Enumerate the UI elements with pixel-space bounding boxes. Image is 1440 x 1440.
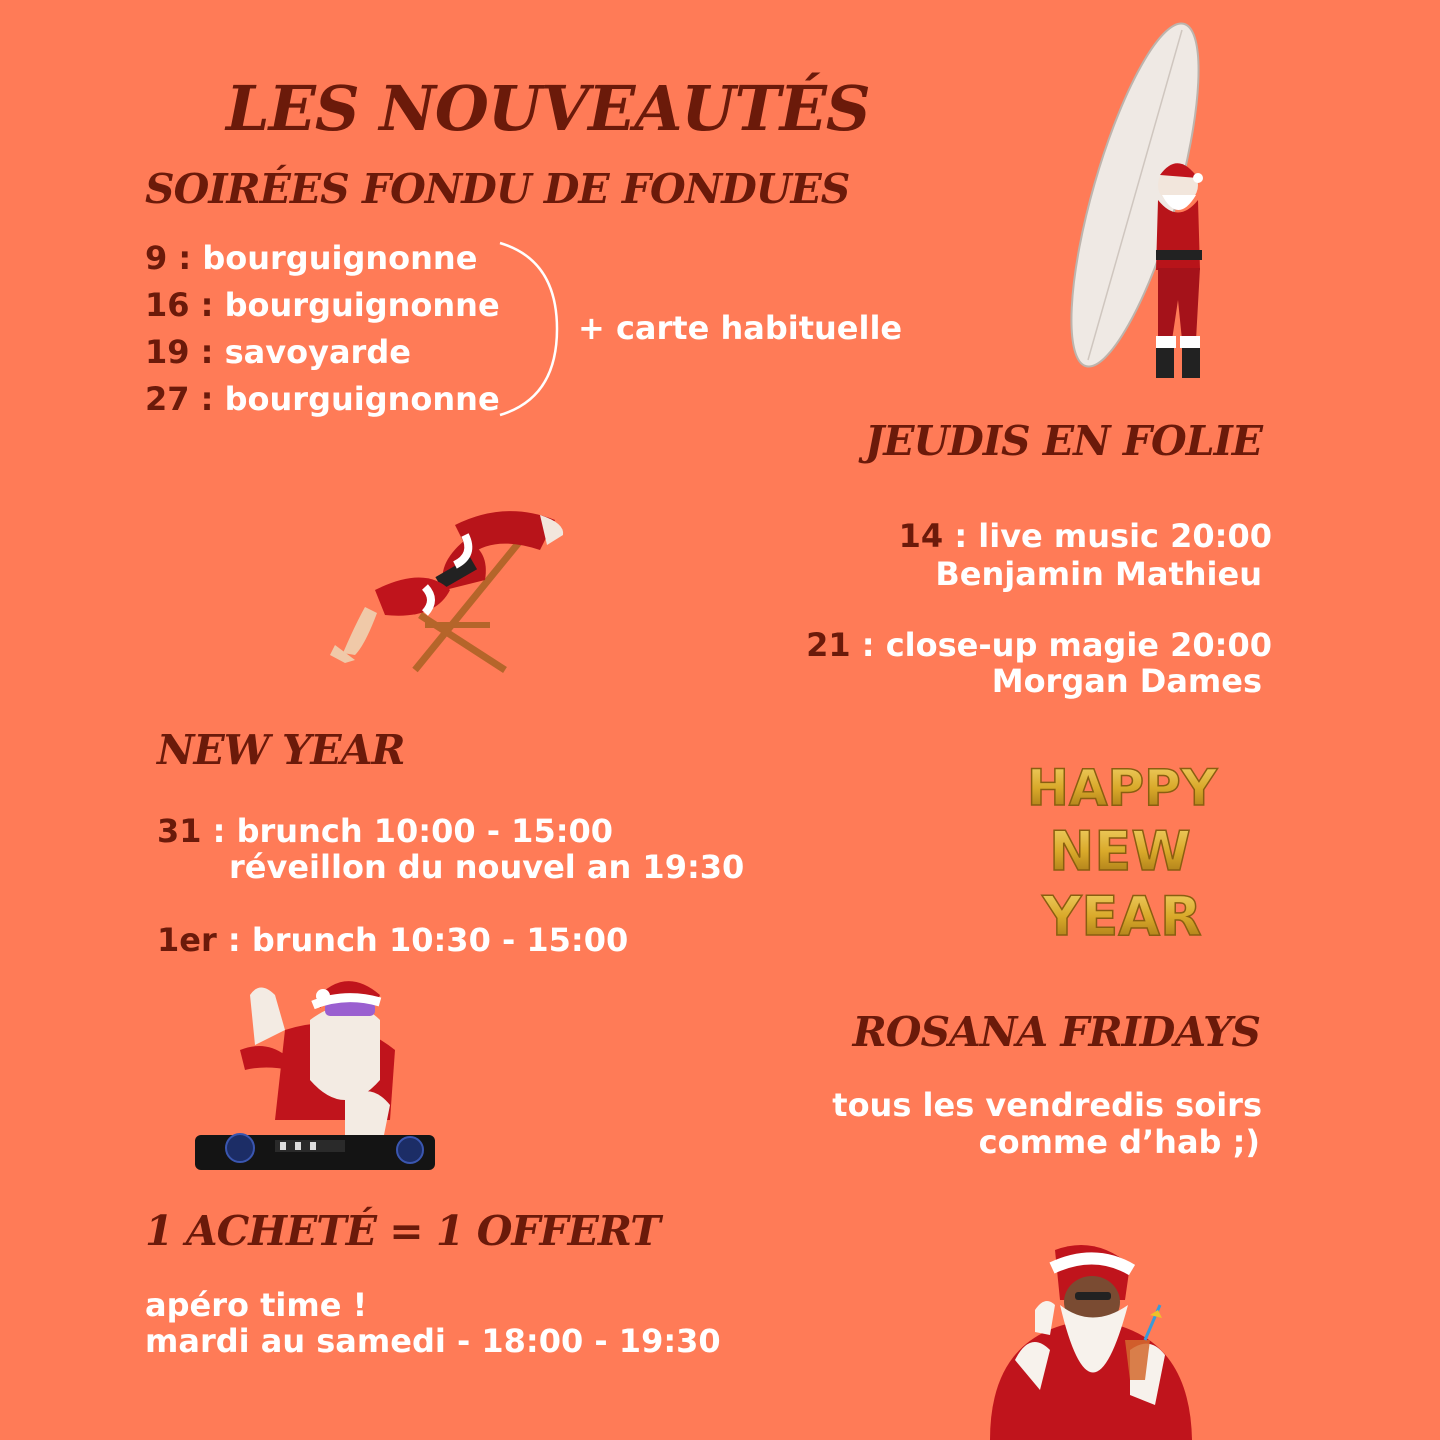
santa-surfboard-image: [1060, 10, 1210, 390]
carte-habituelle: + carte habituelle: [578, 309, 903, 347]
dj-santa-image: [195, 970, 440, 1175]
fondue-day: 16: [145, 286, 190, 324]
event-artist: Benjamin Mathieu: [935, 555, 1262, 593]
event-text: : brunch 10:30 - 15:00: [216, 921, 629, 959]
happy-new-year-balloons-image: [1026, 745, 1218, 950]
fondues-heading: SOIRÉES FONDU DE FONDUES: [145, 165, 850, 213]
event-text: : brunch 10:00 - 15:00: [201, 812, 614, 850]
santa-cocktail-image: [980, 1240, 1200, 1440]
newyear-heading: NEW YEAR: [157, 726, 405, 774]
list-item: [145, 285, 500, 332]
jeudi-event: [899, 518, 1272, 554]
apero-hours: mardi au samedi - 18:00 - 19:30: [145, 1322, 721, 1360]
fondue-day: 19: [145, 333, 190, 371]
rosana-heading: ROSANA FRIDAYS: [852, 1008, 1260, 1056]
separator: :: [189, 380, 225, 418]
fondue-day: 9: [145, 239, 168, 277]
newyear-event: [157, 922, 628, 958]
page-title: LES NOUVEAUTÉS: [226, 72, 870, 145]
fondue-label: savoyarde: [224, 333, 411, 371]
rosana-text: tous les vendredis soirs: [832, 1086, 1262, 1124]
fondue-label: bourguignonne: [224, 286, 500, 324]
achete-heading: 1 ACHETÉ = 1 OFFERT: [145, 1207, 660, 1255]
event-day: 1er: [157, 921, 217, 959]
curly-brace-icon: [495, 240, 565, 418]
event-artist: Morgan Dames: [991, 662, 1262, 700]
fondue-list: [145, 238, 500, 426]
event-text: réveillon du nouvel an 19:30: [229, 848, 745, 886]
list-item: [145, 332, 500, 379]
rosana-text: comme d’hab ;): [978, 1123, 1260, 1161]
fondue-label: bourguignonne: [202, 239, 478, 277]
event-text: : close-up magie 20:00: [850, 626, 1272, 664]
jeudi-event: [806, 627, 1272, 663]
separator: :: [167, 239, 203, 277]
balloon-word: HAPPY: [1026, 759, 1218, 817]
event-day: 31: [157, 812, 202, 850]
fondue-day: 27: [145, 380, 190, 418]
apero-text: apéro time !: [145, 1286, 368, 1324]
balloon-word: YEAR: [1042, 885, 1202, 948]
fondue-label: bourguignonne: [224, 380, 500, 418]
newyear-event: [157, 813, 613, 849]
jeudis-heading: JEUDIS EN FOLIE: [864, 417, 1262, 465]
list-item: [145, 379, 500, 426]
balloon-word: NEW: [1049, 820, 1191, 883]
event-day: 21: [806, 626, 851, 664]
separator: :: [189, 286, 225, 324]
event-text: : live music 20:00: [943, 517, 1272, 555]
separator: :: [189, 333, 225, 371]
santa-deckchair-image: [325, 495, 575, 675]
list-item: [145, 238, 500, 285]
event-day: 14: [898, 517, 944, 555]
